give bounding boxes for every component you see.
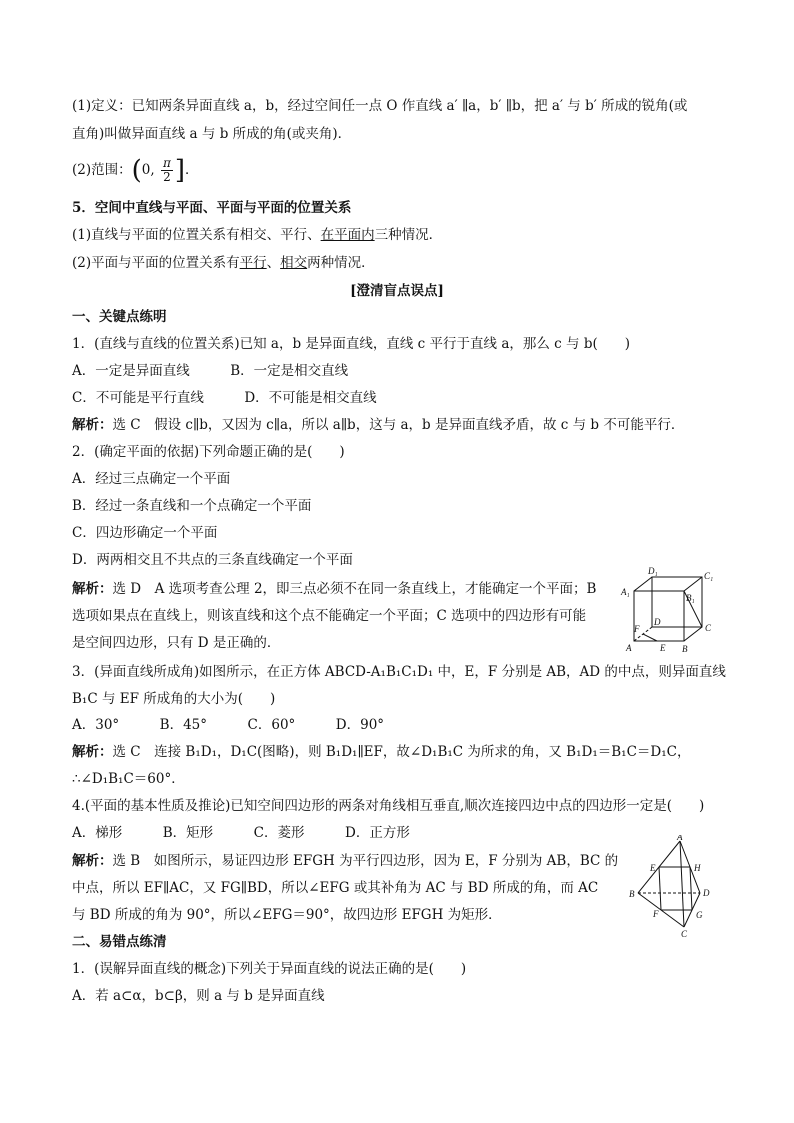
section5-heading: 5．空间中直线与平面、平面与平面的位置关系 — [72, 200, 352, 216]
q4-stem: 4.(平面的基本性质及推论)已知空间四边形的两条对角线相互垂直,顺次连接四边中点的四边形一定是( ) — [72, 798, 705, 814]
part2-heading: 二、易错点练清 — [72, 934, 167, 950]
cube-label: E — [660, 643, 666, 653]
segment-hg — [690, 867, 692, 910]
edge-ac — [680, 841, 684, 927]
part1-heading: 一、关键点练明 — [72, 309, 167, 325]
tetra-label: D — [703, 888, 710, 898]
section5-item1: (1)直线与平面的位置关系有相交、平行、在平面内三种情况． — [72, 227, 443, 243]
q2-solution-line-2: 选项如果点在直线上，则该直线和这个点不能确定一个平面；C 选项中的四边形有可能 — [72, 608, 587, 624]
q1-stem: 1．(直线与直线的位置关系)已知 a，b 是异面直线，直线 c 平行于直线 a，那么 c 与 b( ) — [72, 336, 630, 352]
range-open-paren: ( — [131, 155, 142, 186]
cube-label: C — [705, 623, 712, 633]
q2-option-c: C．四边形确定一个平面 — [72, 525, 218, 541]
underlined-answer: 平行 — [239, 255, 267, 271]
q3-options: A．30° B．45° C．60° D．90° — [72, 717, 385, 733]
banner-heading: [澄清盲点误点] — [350, 283, 444, 299]
tetra-label: C — [681, 929, 688, 939]
cube-label: D₁ — [648, 566, 658, 576]
cube-figure — [620, 565, 720, 657]
solution-label: 解析： — [72, 417, 113, 433]
solution-label: 解析： — [72, 744, 113, 760]
angle-range — [72, 157, 199, 184]
underlined-answer: 相交 — [280, 255, 308, 271]
definition-line-1: (1)定义：已知两条异面直线 a，b，经过空间任一点 O 作直线 a′ ∥a，b′ ∥b，把 a′ 与 b′ 所成的锐角(或 — [72, 98, 688, 114]
q1-options-ab: A．一定是异面直线 B．一定是相交直线 — [72, 363, 349, 379]
q4-solution-line-3: 与 BD 所成的角为 90°，所以∠EFG＝90°，故四边形 EFGH 为矩形． — [72, 907, 502, 923]
q2-solution-line-3: 是空间四边形，只有 D 是正确的． — [72, 635, 281, 651]
q4-options: A．梯形 B．矩形 C．菱形 D．正方形 — [72, 825, 410, 841]
cube-label: B — [682, 644, 688, 654]
tetra-label: F — [653, 909, 659, 919]
tetra-label: H — [694, 863, 701, 873]
q4-solution-line-2: 中点，所以 EF∥AC，又 FG∥BD，所以∠EFG 或其补角为 AC 与 BD 所成的角，而 AC — [72, 880, 599, 896]
part2-q1-stem: 1．(误解异面直线的概念)下列关于异面直线的说法正确的是( ) — [72, 961, 467, 977]
q2-option-b: B．经过一条直线和一个点确定一个平面 — [72, 498, 312, 514]
q2-solution-line-1: 解析：选 D A 选项考查公理 2，即三点必须不在同一条直线上，才能确定一个平面；B — [72, 581, 597, 597]
tetrahedron-figure — [628, 835, 716, 940]
pi-over-two: $\frac{\pi}{2}$ — [162, 156, 171, 184]
range-prefix: (2)范围： — [72, 162, 132, 178]
tetra-label: E — [650, 863, 656, 873]
cube-label: F — [634, 624, 640, 634]
q1-solution: 解析：选 C 假设 c∥b，又因为 c∥a，所以 a∥b，这与 a，b 是异面直线矛盾，故 c 与 b 不可能平行． — [72, 417, 685, 433]
range-zero: 0, — [141, 162, 155, 178]
cube-label: B₁ — [686, 593, 695, 603]
cube-label: D — [654, 617, 661, 627]
segment-ef — [643, 634, 657, 641]
q2-stem: 2．(确定平面的依据)下列命题正确的是( ) — [72, 444, 345, 460]
cube-label: A — [626, 643, 632, 653]
segment-ef — [659, 867, 661, 910]
q3-stem-line-2: B₁C 与 EF 所成角的大小为( ) — [72, 691, 276, 707]
q1-options-cd: C．不可能是平行直线 D．不可能是相交直线 — [72, 390, 377, 406]
tetra-label: B — [629, 889, 635, 899]
tetra-label: G — [696, 910, 703, 920]
section5-item2: (2)平面与平面的位置关系有平行、相交两种情况． — [72, 255, 375, 271]
q3-solution-line-1: 解析：选 C 连接 B₁D₁，D₁C(图略)，则 B₁D₁∥EF，故∠D₁B₁C 为所求的角，又 B₁D₁＝B₁C＝D₁C， — [72, 744, 691, 760]
underlined-answer: 在平面内 — [320, 227, 375, 243]
q2-option-d: D．两两相交且不共点的三条直线确定一个平面 — [72, 552, 353, 568]
solution-label: 解析： — [72, 581, 113, 597]
part2-q1-option-a: A．若 a⊂α，b⊂β，则 a 与 b 是异面直线 — [72, 988, 325, 1004]
cube-front-face — [634, 591, 684, 641]
tetra-label: A — [677, 835, 683, 842]
solution-label: 解析： — [72, 853, 113, 869]
range-close-bracket: ] — [174, 155, 186, 186]
q2-option-a: A．经过三点确定一个平面 — [72, 471, 231, 487]
range-end: ． — [185, 162, 199, 178]
q4-solution-line-1: 解析：选 B 如图所示，易证四边形 EFGH 为平行四边形，因为 E，F 分别为 AB，BC 的 — [72, 853, 619, 869]
q3-solution-line-2: ∴∠D₁B₁C＝60°． — [72, 771, 185, 787]
definition-line-2: 直角)叫做异面直线 a 与 b 所成的角(或夹角)． — [72, 126, 352, 142]
q3-stem-line-1: 3．(异面直线所成角)如图所示，在正方体 ABCD-A₁B₁C₁D₁ 中，E，F 分别是 AB，AD 的中点，则异面直线 — [72, 664, 726, 680]
cube-label: A₁ — [621, 587, 630, 597]
cube-label: C₁ — [704, 571, 714, 581]
